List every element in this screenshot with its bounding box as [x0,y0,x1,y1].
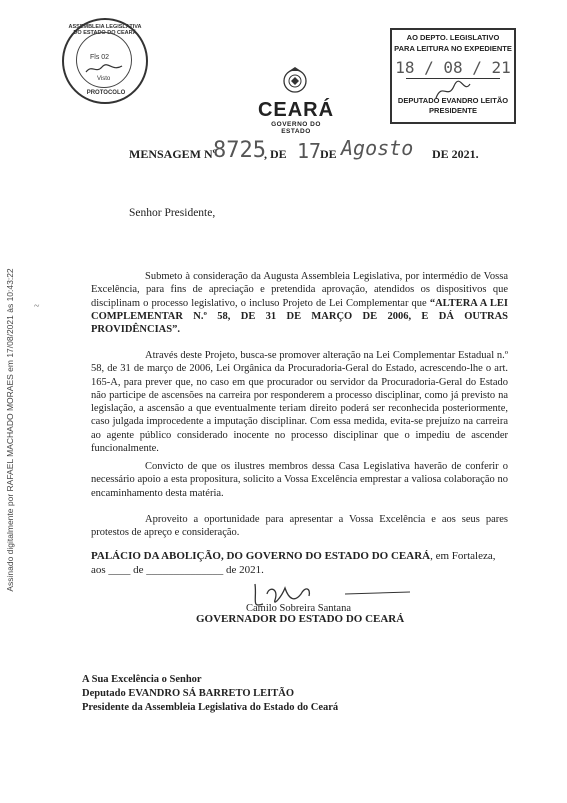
message-de-1: , DE [264,147,287,161]
closing-city: , em Fortaleza, [430,550,496,562]
stamp-date: 18 / 08 / 21 [395,58,511,77]
margin-mark: ~ [34,301,40,312]
salutation: Senhor Presidente, [129,207,216,219]
digital-signature-note [2,150,18,710]
closing-place [91,550,521,562]
paragraph-1 [91,270,508,336]
seal-visto: Visto [97,76,111,82]
seal-initials-scribble [84,62,124,76]
paragraph-1-bill-title: “ALTERA A LEI COMPLEMENTAR N.º 58, DE 31 DE MARÇO DE 2006, E DÁ OUTRAS PROVIDÊNCIAS”. [91,297,508,336]
coat-of-arms-icon [281,66,309,94]
message-year: DE 2021. [432,147,479,161]
brand-subtitle: GOVERNO DO ESTADO [271,121,321,135]
paragraph-1-text: Submeto à consideração da Augusta Assembleia Legislativa, por intermédio de Vossa Excelência, para fins de apreciação e pretendida aprovação, atendidos os dispositivos que disciplinam o processo legislativo, o incluso Projeto de Lei Complementar que [91,271,508,309]
stamp-line-2: PARA LEITURA NO EXPEDIENTE [394,44,512,53]
paragraph-2: Através deste Projeto, busca-se promover alteração na Lei Complementar Estadual n.º 58, de 31 de março de 2006, Lei Orgânica da Procuradoria-Geral do Estado, acrescendo-lhe o art. 165-A, para prever que, no caso em que procurador ou servidor da Procuradoria-Geral do Estado não participe de ascensões na carreira por responderem a processo disciplinar, como já previsto na legislação, a ascensão a que eventualmente teriam direito poderá ser reconhecida posteriormente, caso julgada improcedente a imputação disciplinar. Com essa medida, evita-se prejuízo na carreira ao agente público considerado inocente no processo disciplinar que o impediu de ascender funcionalmente. [91,350,508,455]
seal-ring-bottom: PROTOCOLO [86,90,126,96]
message-de-2: DE [320,147,337,161]
message-label: MENSAGEM Nº [129,147,217,161]
stamp-line-4: PRESIDENTE [429,106,477,115]
message-month: Agosto [341,136,414,160]
addressee-line-1: A Sua Excelência o Senhor [82,674,202,685]
message-day: 17 [297,139,322,163]
digital-signature-text: Assinado digitalmente por RAFAEL MACHADO MORAES em 17/08/2021 às 10:43:22 [5,268,15,592]
message-number: 8725 [213,138,266,163]
seal-fls: Fls 02 [90,54,110,61]
protocol-seal [62,18,148,104]
stamp-line-1: AO DEPTO. LEGISLATIVO [406,33,500,42]
signer-name: Camilo Sobreira Santana [246,603,351,614]
paragraph-3: Convicto de que os ilustres membros dessa Casa Legislativa haverão de conferir o necessário apoio a esta propositura, solicito a Vossa Excelência emprestar a valiosa colaboração no encaminhamento desta matéria. [91,461,508,499]
addressee-line-3: Presidente da Assembleia Legislativa do Estado do Ceará [82,702,339,713]
brand-title: CEARÁ [257,99,335,121]
addressee-line-2: Deputado EVANDRO SÁ BARRETO LEITÃO [82,688,294,699]
reading-stamp [390,28,516,124]
signer-title: GOVERNADOR DO ESTADO DO CEARÁ [196,613,405,625]
stamp-line-3: DEPUTADO EVANDRO LEITÃO [397,96,509,105]
seal-ring-top: ASSEMBLEIA LEGISLATIVA DO ESTADO DO CEARÁ [68,24,142,36]
paragraph-4: Aproveito a oportunidade para apresentar a Vossa Excelência e aos seus pares protestos de apreço e consideração. [91,514,508,539]
palace-name: PALÁCIO DA ABOLIÇÃO, DO GOVERNO DO ESTADO DO CEARÁ [91,550,431,562]
closing-date-line: aos ____ de ______________ de 2021. [91,564,264,576]
stamp-divider [406,78,500,79]
